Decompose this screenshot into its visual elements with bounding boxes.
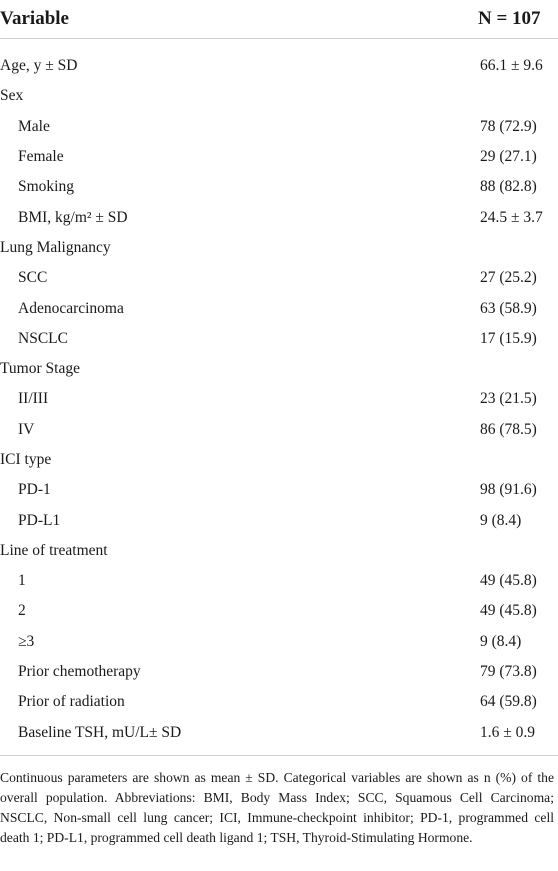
- row-value: 64 (59.8): [480, 693, 537, 711]
- row-value: 49 (45.8): [480, 572, 537, 590]
- row-label: Adenocarcinoma: [18, 299, 124, 317]
- table-row: [0, 718, 558, 748]
- table-row: [0, 233, 558, 263]
- row-label: Prior chemotherapy: [18, 663, 141, 681]
- row-label: Lung Malignancy: [0, 238, 111, 256]
- row-label: PD-L1: [18, 511, 61, 529]
- row-value: 49 (45.8): [480, 602, 537, 620]
- row-label: ICI type: [0, 451, 52, 468]
- row-label: 1: [18, 572, 26, 590]
- row-label: Prior of radiation: [18, 693, 125, 711]
- row-label: NSCLC: [18, 329, 68, 347]
- row-label: IV: [18, 420, 35, 438]
- row-label: Tumor Stage: [0, 360, 80, 378]
- table-row: [0, 445, 558, 475]
- row-value: 98 (91.6): [480, 481, 537, 499]
- table-row: [0, 627, 558, 657]
- row-value: 27 (25.2): [480, 269, 537, 287]
- table-row: [0, 415, 558, 445]
- row-value: 63 (58.9): [480, 299, 537, 317]
- row-value: 29 (27.1): [480, 148, 537, 166]
- table-row: [0, 142, 558, 172]
- table-row: [0, 112, 558, 142]
- row-label: Baseline TSH, mU/L± SD: [18, 723, 182, 741]
- row-value: 9 (8.4): [480, 511, 522, 529]
- table-row: [0, 51, 558, 81]
- row-label: Line of treatment: [0, 541, 108, 559]
- table-row: [0, 293, 558, 323]
- row-label: PD-1: [18, 481, 51, 499]
- table-row: [0, 475, 558, 505]
- table-row: [0, 596, 558, 626]
- header-variable: Variable: [0, 8, 69, 29]
- row-label: Sex: [0, 87, 24, 105]
- row-value: 1.6 ± 0.9: [480, 723, 536, 741]
- table-row: [0, 384, 558, 414]
- row-label: Age, y ± SD: [0, 57, 78, 75]
- row-value: 24.5 ± 3.7: [480, 208, 543, 226]
- row-label: SCC: [18, 269, 48, 287]
- table-row: [0, 202, 558, 232]
- row-value: 88 (82.8): [480, 178, 537, 196]
- row-label: 2: [18, 602, 26, 620]
- table-row: [0, 505, 558, 535]
- table-body: [0, 39, 558, 748]
- table-row: [0, 657, 558, 687]
- row-label: II/III: [18, 390, 49, 408]
- row-value: 23 (21.5): [480, 390, 537, 408]
- table-header: [0, 0, 558, 39]
- table-row: [0, 81, 558, 111]
- row-value: 9 (8.4): [480, 632, 522, 650]
- row-label: ≥3: [18, 632, 35, 650]
- table-row: [0, 354, 558, 384]
- row-label: BMI, kg/m² ± SD: [18, 208, 128, 226]
- table-row: [0, 687, 558, 717]
- row-label: Male: [18, 117, 50, 135]
- row-value: 86 (78.5): [480, 420, 537, 438]
- row-label: Female: [18, 148, 64, 166]
- table-row: [0, 324, 558, 354]
- row-value: 66.1 ± 9.6: [480, 57, 543, 75]
- table-row: [0, 566, 558, 596]
- table-row: [0, 263, 558, 293]
- row-value: 78 (72.9): [480, 117, 537, 135]
- row-value: 17 (15.9): [480, 329, 537, 347]
- header-n: N = 107: [478, 8, 541, 29]
- row-value: 79 (73.8): [480, 663, 537, 681]
- table-row: [0, 172, 558, 202]
- table-footnote: Continuous parameters are shown as mean ± SD. Categorical variables are shown as n (%) of the overall population. Abbreviations: BMI, Body Mass Index; SCC, Squamous Cell Carcinoma; NSCLC, Non-small cell lung cancer; ICI, Immune-checkpoint inhibitor; PD-1, programmed cell death 1; PD-L1, programmed cell death ligand 1; TSH, Thyroid-Stimulating Hormone.: [0, 769, 554, 845]
- table-row: [0, 536, 558, 566]
- row-label: Smoking: [18, 178, 74, 196]
